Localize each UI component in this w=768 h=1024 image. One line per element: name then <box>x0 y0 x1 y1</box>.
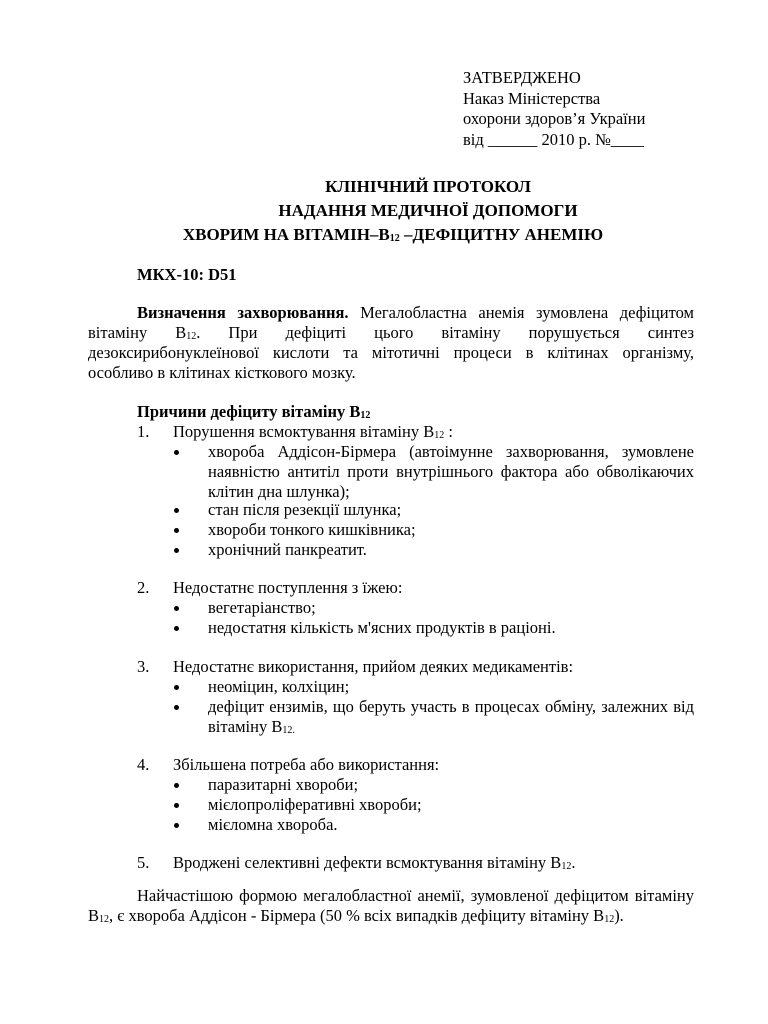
cause-label-sub: 12 <box>434 430 445 441</box>
cause-label: Недостатнє використання, прийом деяких медикаментів: <box>173 657 574 676</box>
cause-item-4 <box>137 755 439 775</box>
list-item <box>172 618 694 638</box>
cause-item-3 <box>137 657 573 677</box>
list-item <box>172 500 694 520</box>
document-title <box>90 175 766 247</box>
bullet-text: хвороба Аддісон-Бірмера (автоімунне захворювання, зумовлене наявністю антитіл проти внутрішнього фактора або обволікаючих клітин дна шлунка); <box>208 442 694 501</box>
bullet-text: паразитарні хвороби; <box>208 775 359 794</box>
approval-line-3: охорони здоров’я України <box>463 109 646 128</box>
bullet-text: мієлопроліферативні хвороби; <box>208 795 422 814</box>
list-item <box>172 815 694 835</box>
cause-item-1 <box>137 422 453 442</box>
cause-label: Порушення всмоктування вітаміну В <box>173 422 435 441</box>
list-item <box>172 540 694 560</box>
definition-term: Визначення захворювання. <box>137 303 349 322</box>
causes-heading-text: Причини дефіциту вітаміну В <box>137 402 361 421</box>
final-text-c: ). <box>614 906 624 925</box>
approval-line-2: Наказ Міністерства <box>463 88 601 108</box>
definition-text-b: . При дефіциті цього вітаміну порушується синтез дезоксирибонуклеїнової кислоти та мітотичні процеси в клітинах організму, особливо в клітинах кісткового мозку. <box>88 323 694 382</box>
cause-label-sub: 12 <box>561 861 572 872</box>
definition-text-a: Мегалобластна анемія зумовлена дефіцитом вітаміну В <box>88 303 694 342</box>
title-line-3-sub: 12 <box>389 233 400 244</box>
list-item <box>172 442 694 502</box>
final-sub-b: 12 <box>604 914 615 925</box>
cause-label: Збільшена потреба або використання: <box>173 755 440 774</box>
approval-line-4: від ______ 2010 р. №____ <box>463 129 644 149</box>
title-line-3-b: –ДЕФІЦИТНУ АНЕМІЮ <box>399 225 604 244</box>
causes-heading-sub: 12 <box>360 410 371 421</box>
bullet-text: неоміцин, колхіцин; <box>208 677 350 696</box>
title-line-2: НАДАННЯ МЕДИЧНОЇ ДОПОМОГИ <box>278 201 578 220</box>
bullet-text: стан після резекції шлунка; <box>208 500 402 519</box>
cause-number: 3. <box>137 657 150 676</box>
cause-number: 5. <box>137 853 150 872</box>
causes-heading <box>137 402 370 422</box>
cause-item-2 <box>137 578 402 598</box>
bullet-text: недостатня кількість м'ясних продуктів в раціоні. <box>208 618 556 637</box>
bullet-text: вегетаріанство; <box>208 598 316 617</box>
definition-sub: 12 <box>186 331 197 342</box>
title-line-3 <box>20 223 766 247</box>
bullet-text: дефіцит ензимів, що беруть участь в процесах обміну, залежних від вітаміну В <box>208 697 694 736</box>
bullet-sub: 12. <box>282 725 295 736</box>
cause-label-after: . <box>571 853 576 872</box>
list-item <box>172 697 694 737</box>
approval-block <box>463 68 645 150</box>
icd-code: МКХ-10: D51 <box>137 265 237 284</box>
list-item <box>172 795 694 815</box>
bullet-text: хвороби тонкого кишківника; <box>208 520 416 539</box>
list-item <box>172 520 694 540</box>
final-text-b: , є хвороба Аддісон - Бірмера (50 % всіх випадків дефіциту вітаміну В <box>109 906 605 925</box>
bullet-text: хронічний панкреатит. <box>208 540 367 559</box>
cause-label: Недостатнє поступлення з їжею: <box>173 578 403 597</box>
final-text-a: Найчастішою формою мегалобластної анемії, зумовленої дефіцитом вітаміну В <box>88 886 694 925</box>
cause-number: 1. <box>137 422 150 441</box>
bullet-text-wrap <box>208 697 694 737</box>
list-item <box>172 598 694 618</box>
bullet-text: мієломна хвороба. <box>208 815 338 834</box>
definition-paragraph <box>88 303 694 383</box>
cause-label: Вроджені селективні дефекти всмоктування вітаміну В <box>173 853 562 872</box>
final-paragraph <box>88 886 694 926</box>
approval-line-1: ЗАТВЕРДЖЕНО <box>463 68 581 87</box>
title-line-3-a: ХВОРИМ НА ВІТАМІН–В <box>182 225 390 244</box>
cause-number: 2. <box>137 578 150 597</box>
cause-label-after: : <box>444 422 453 441</box>
final-sub-a: 12 <box>99 914 110 925</box>
cause-item-5 <box>137 853 575 873</box>
cause-number: 4. <box>137 755 150 774</box>
title-line-1: КЛІНІЧНИЙ ПРОТОКОЛ <box>325 177 531 196</box>
list-item <box>172 775 694 795</box>
list-item <box>172 677 694 697</box>
